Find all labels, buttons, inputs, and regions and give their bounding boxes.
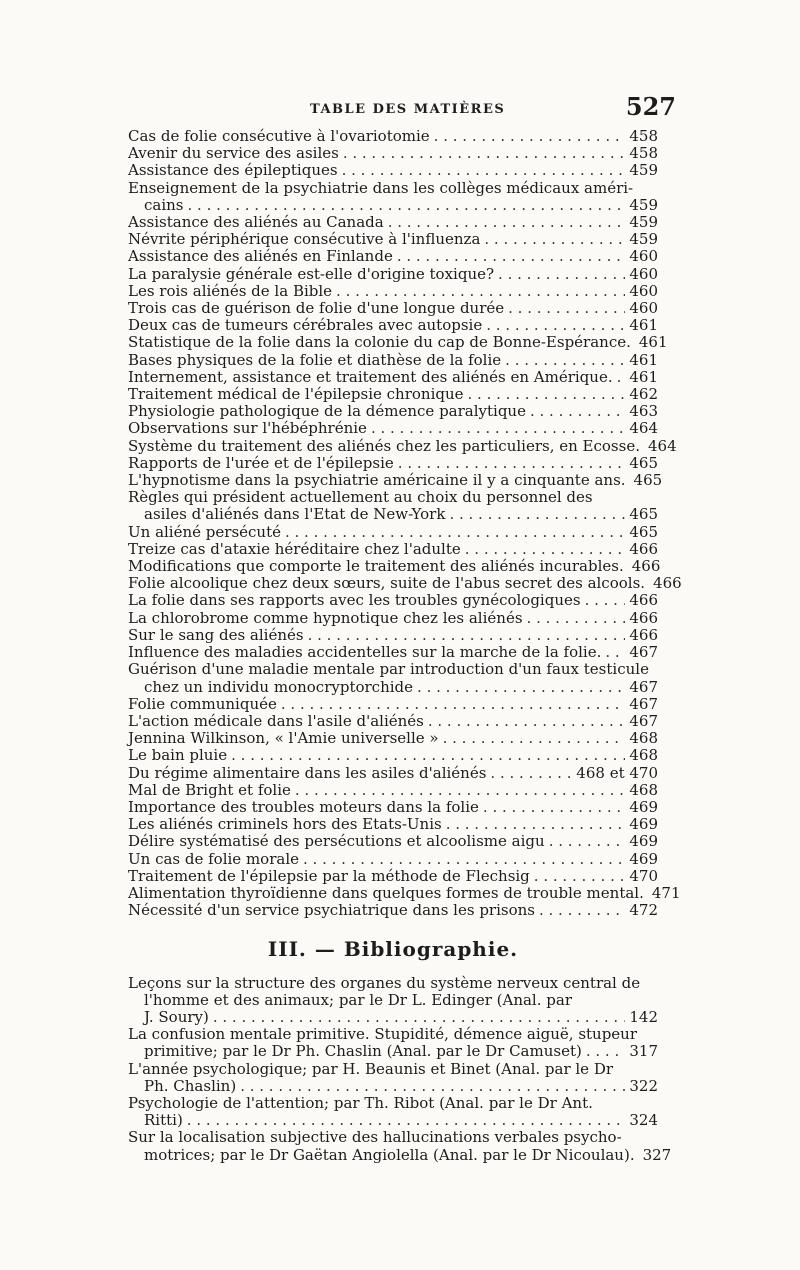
toc-entry: [128, 352, 658, 369]
entry-line: [128, 248, 658, 265]
entry-title: Délire systématisé des persécutions et alcoolisme aigu: [128, 832, 545, 851]
entry-title: Physiologie pathologique de la démence paralytique: [128, 402, 526, 421]
entry-title: Deux cas de tumeurs cérébrales avec autopsie: [128, 316, 483, 335]
entry-title: Sur la localisation subjective des hallucinations verbales psycho-: [128, 1128, 622, 1147]
entry-line: [128, 1095, 658, 1112]
leader-dots: [486, 317, 625, 334]
section-heading: III. — Bibliographie.: [267, 937, 519, 962]
toc-entry: [128, 214, 658, 231]
entry-title: Statistique de la folie dans la colonie du cap de Bonne-Espérance.: [128, 333, 631, 352]
toc-entry: [128, 455, 658, 472]
leader-dots: [465, 541, 626, 558]
entry-line: [128, 145, 658, 162]
toc-entry: [128, 1128, 672, 1164]
toc-entry: [128, 644, 658, 661]
entry-title: La folie dans ses rapports avec les troubles gynécologiques: [128, 591, 581, 610]
entry-line: [128, 765, 658, 782]
entry-page: 464: [647, 436, 677, 455]
toc-entry: [128, 436, 677, 455]
leader-dots: [343, 145, 626, 162]
entry-page: 469: [629, 815, 658, 834]
entry-page: 468: [629, 780, 658, 799]
entry-line: [128, 1043, 658, 1060]
entry-line: [128, 300, 658, 317]
entry-title: Névrite périphérique consécutive à l'influenza: [128, 230, 481, 249]
entry-page: 469: [629, 832, 658, 851]
entry-page: 459: [629, 161, 658, 180]
toc-entry: [128, 403, 658, 420]
entry-page: 458: [629, 144, 658, 163]
toc-entry: [128, 851, 658, 868]
entry-page: 471: [651, 883, 681, 902]
leader-dots: [534, 868, 626, 885]
entry-title: Traitement de l'épilepsie par la méthode de Flechsig: [128, 866, 530, 885]
entry-line: [128, 524, 658, 541]
entry-line: [128, 489, 658, 506]
entry-title: Les aliénés criminels hors des Etats-Unis: [128, 815, 442, 834]
entry-title: Leçons sur la structure des organes du système nerveux central de: [128, 973, 641, 992]
toc-entry: [128, 471, 663, 490]
entry-line: [128, 283, 658, 300]
entry-title: primitive; par le Dr Ph. Chaslin (Anal. par le Dr Camuset): [144, 1042, 582, 1061]
toc-entry: [128, 696, 658, 713]
entry-line: [128, 713, 658, 730]
entry-line: [128, 782, 658, 799]
leader-dots: [468, 386, 626, 403]
entry-title: Modifications que comporte le traitement des aliénés incurables.: [128, 557, 624, 576]
leader-dots: [617, 369, 626, 386]
entry-line: [128, 386, 658, 403]
leader-dots: [397, 248, 626, 265]
entry-line: [128, 214, 658, 231]
entry-title: Avenir du service des asiles: [128, 144, 339, 163]
entry-line: [128, 420, 658, 437]
entry-title: Les rois aliénés de la Bible: [128, 281, 333, 300]
entry-page: 460: [629, 247, 658, 266]
entry-title: J. Soury): [144, 1007, 209, 1026]
entry-page: 466: [631, 557, 661, 576]
leader-dots: [483, 799, 625, 816]
entry-page: 465: [633, 471, 663, 490]
leader-dots: [188, 197, 626, 214]
entry-page: 460: [629, 281, 658, 300]
toc-entry: [128, 317, 658, 334]
toc-entry: [128, 369, 658, 386]
entry-line: [128, 696, 658, 713]
table-of-contents: [128, 127, 682, 1164]
entry-page: 322: [629, 1076, 658, 1095]
entry-title: Folie communiquée: [128, 694, 277, 713]
toc-entry: [128, 1095, 658, 1129]
entry-line: [128, 644, 658, 661]
entry-line: [128, 557, 661, 576]
leader-dots: [336, 283, 625, 300]
entry-title: motrices; par le Dr Gaëtan Angiolella (Anal. par le Dr Nicoulau).: [144, 1145, 635, 1164]
entry-page: 324: [629, 1111, 658, 1130]
entry-title: Règles qui président actuellement au choix du personnel des: [128, 488, 593, 507]
leader-dots: [484, 231, 625, 248]
leader-dots: [530, 403, 625, 420]
toc-entry: [128, 868, 658, 885]
toc-entry: [128, 799, 658, 816]
leader-dots: [490, 765, 572, 782]
toc-entry: [128, 524, 658, 541]
entry-title: Observations sur l'hébéphrénie: [128, 419, 367, 438]
entry-line: [128, 197, 658, 214]
entry-title: Sur le sang des aliénés: [128, 625, 304, 644]
entry-title: Ph. Chaslin): [144, 1076, 237, 1095]
entry-line: [128, 661, 658, 678]
toc-entry: [128, 420, 658, 437]
entry-title: Système du traitement des aliénés chez les particuliers, en Ecosse.: [128, 436, 640, 455]
page-header: [128, 92, 676, 122]
entry-page: 467: [629, 694, 658, 713]
toc-entry: [128, 627, 658, 644]
toc-entry: [128, 300, 658, 317]
entry-line: [128, 730, 658, 747]
toc-entry: [128, 975, 658, 1027]
entry-title: Mal de Bright et folie: [128, 780, 291, 799]
leader-dots: [213, 1009, 626, 1026]
entry-title: Folie alcoolique chez deux sœurs, suite de l'abus secret des alcools.: [128, 574, 646, 593]
toc-entry: [128, 661, 658, 695]
entry-title: Importance des troubles moteurs dans la folie: [128, 797, 479, 816]
entry-page: 467: [629, 711, 658, 730]
entry-title: L'action médicale dans l'asile d'aliénés: [128, 711, 424, 730]
entry-page: 317: [629, 1042, 658, 1061]
toc-entry: [128, 248, 658, 265]
toc-entry: [128, 902, 658, 919]
toc-entry: [128, 128, 658, 145]
entry-title: L'hypnotisme dans la psychiatrie américaine il y a cinquante ans.: [128, 471, 626, 490]
leader-dots: [417, 679, 625, 696]
entry-page: 461: [629, 350, 658, 369]
entry-title: Psychologie de l'attention; par Th. Ribot (Anal. par le Dr Ant.: [128, 1093, 593, 1112]
entry-line: [128, 455, 658, 472]
entry-line: [128, 816, 658, 833]
toc-entry: [128, 782, 658, 799]
leader-dots: [187, 1112, 626, 1129]
toc-entry: [128, 386, 658, 403]
entry-page: 142: [629, 1007, 658, 1026]
leader-dots: [505, 352, 625, 369]
entry-page: 458: [629, 127, 658, 145]
leader-dots: [240, 1078, 625, 1095]
toc-entry: [128, 489, 658, 523]
leader-dots: [285, 524, 625, 541]
entry-title: chez un individu monocryptorchide: [144, 677, 414, 696]
entry-line: [128, 975, 658, 992]
entry-page: 469: [629, 849, 658, 868]
toc-entry: [128, 747, 658, 764]
leader-dots: [508, 300, 625, 317]
running-title: TABLE DES MATIÈRES: [310, 102, 506, 117]
entry-line: [128, 833, 658, 850]
entry-line: [128, 627, 658, 644]
page-number: 527: [625, 92, 676, 121]
leader-dots: [539, 902, 625, 919]
entry-title: Du régime alimentaire dans les asiles d'aliénés: [128, 763, 487, 782]
entry-line: [128, 506, 658, 523]
entry-page: 466: [629, 539, 658, 558]
entry-title: Un cas de folie morale: [128, 849, 299, 868]
entry-page: 464: [629, 419, 658, 438]
entry-page: 459: [629, 213, 658, 232]
entry-page: 468: [629, 746, 658, 765]
entry-line: [128, 592, 658, 609]
leader-dots: [281, 696, 625, 713]
leader-dots: [443, 730, 626, 747]
entry-title: asiles d'aliénés dans l'Etat de New-York: [144, 505, 446, 524]
entry-line: [128, 436, 677, 455]
toc-entry: [128, 557, 661, 576]
entry-page: 465: [629, 505, 658, 524]
entry-page: 465: [629, 522, 658, 541]
entry-page: 469: [629, 797, 658, 816]
entry-title: Cas de folie consécutive à l'ovariotomie: [128, 127, 430, 145]
leader-dots: [605, 644, 625, 661]
leader-dots: [527, 610, 626, 627]
entry-line: [128, 679, 658, 696]
leader-dots: [498, 266, 625, 283]
entry-line: [128, 369, 658, 386]
bibliography-entries: [128, 973, 672, 1164]
entry-page: 327: [642, 1145, 672, 1164]
entry-title: Trois cas de guérison de folie d'une longue durée: [128, 299, 505, 318]
entry-line: [128, 403, 658, 420]
entry-line: [128, 541, 658, 558]
entry-title: Le bain pluie: [128, 746, 228, 765]
leader-dots: [308, 627, 626, 644]
leader-dots: [585, 592, 626, 609]
entry-page: 472: [629, 901, 658, 920]
toc-entry: [128, 333, 668, 352]
leader-dots: [371, 420, 625, 437]
entry-title: Nécessité d'un service psychiatrique dans les prisons: [128, 901, 535, 920]
entry-page: 461: [629, 367, 658, 386]
entry-line: [128, 162, 658, 179]
toc-entry: [128, 730, 658, 747]
entry-title: Alimentation thyroïdienne dans quelques formes de trouble mental.: [128, 883, 644, 902]
toc-entry: [128, 145, 658, 162]
entry-line: [128, 1009, 658, 1026]
entry-title: Influence des maladies accidentelles sur la marche de la folie.: [128, 643, 602, 662]
toc-entry: [128, 816, 658, 833]
entry-title: Assistance des aliénés en Finlande: [128, 247, 393, 266]
toc-entry: [128, 610, 658, 627]
entry-title: L'année psychologique; par H. Beaunis et Binet (Anal. par le Dr: [128, 1059, 614, 1078]
entry-title: Traitement médical de l'épilepsie chronique: [128, 385, 464, 404]
entry-title: La chlorobrome comme hypnotique chez les aliénés: [128, 608, 523, 627]
toc-entry: [128, 574, 682, 593]
entry-page: 461: [629, 316, 658, 335]
leader-dots: [388, 214, 626, 231]
toc-entry: [128, 1026, 658, 1060]
entry-line: [128, 883, 681, 902]
entry-page: 468: [629, 729, 658, 748]
toc-entry: [128, 883, 681, 902]
entry-title: Enseignement de la psychiatrie dans les collèges médicaux améri-: [128, 178, 634, 197]
entry-page: 465: [629, 453, 658, 472]
entry-page: 468 et 470: [576, 763, 658, 782]
entry-page: 462: [629, 385, 658, 404]
entry-line: [128, 1129, 658, 1146]
entry-page: 463: [629, 402, 658, 421]
entry-line: [128, 574, 682, 593]
entry-page: 466: [629, 591, 658, 610]
entry-title: Un aliéné persécuté: [128, 522, 281, 541]
toc-entry: [128, 231, 658, 248]
entry-line: [128, 992, 658, 1009]
entry-line: [128, 1112, 658, 1129]
toc-entry: [128, 266, 658, 283]
entry-title: Bases physiques de la folie et diathèse de la folie: [128, 350, 502, 369]
entry-title: Ritti): [144, 1111, 183, 1130]
entry-line: [128, 231, 658, 248]
entry-page: 467: [629, 677, 658, 696]
entry-line: [128, 1061, 658, 1078]
toc-entry: [128, 713, 658, 730]
toc-entry: [128, 765, 658, 782]
leader-dots: [449, 506, 625, 523]
entry-title: Jennina Wilkinson, « l'Amie universelle »: [128, 729, 439, 748]
entry-line: [128, 317, 658, 334]
leader-dots: [295, 782, 625, 799]
leader-dots: [428, 713, 626, 730]
entry-title: Assistance des épileptiques: [128, 161, 338, 180]
leader-dots: [446, 816, 626, 833]
entry-line: [128, 747, 658, 764]
entry-line: [128, 902, 658, 919]
leader-dots: [549, 833, 626, 850]
entry-title: cains: [144, 195, 184, 214]
entry-line: [128, 128, 658, 145]
toc-entry: [128, 833, 658, 850]
toc-entry: [128, 541, 658, 558]
entry-line: [128, 180, 658, 197]
entry-page: 460: [629, 299, 658, 318]
entry-title: Internement, assistance et traitement des aliénés en Amérique.: [128, 367, 613, 386]
leader-dots: [303, 851, 625, 868]
leader-dots: [342, 162, 626, 179]
entry-line: [128, 851, 658, 868]
leader-dots: [586, 1043, 626, 1060]
leader-dots: [398, 455, 626, 472]
entry-line: [128, 799, 658, 816]
entry-title: Treize cas d'ataxie héréditaire chez l'adulte: [128, 539, 461, 558]
entry-title: La paralysie générale est-elle d'origine toxique?: [128, 264, 495, 283]
toc-entry: [128, 1061, 658, 1095]
entry-page: 466: [653, 574, 682, 593]
entry-title: l'homme et des animaux; par le Dr L. Edinger (Anal. par: [144, 990, 572, 1009]
toc-entry: [128, 592, 658, 609]
leader-dots: [434, 128, 626, 145]
entry-line: [128, 610, 658, 627]
entry-line: [128, 868, 658, 885]
entry-line: [128, 471, 663, 490]
entry-page: 466: [629, 608, 658, 627]
entry-page: 466: [629, 625, 658, 644]
entry-page: 459: [629, 230, 658, 249]
toc-entry: [128, 283, 658, 300]
entry-page: 467: [629, 643, 658, 662]
entry-title: La confusion mentale primitive. Stupidité, démence aiguë, stupeur: [128, 1025, 638, 1044]
entry-title: Guérison d'une maladie mentale par introduction d'un faux testicule: [128, 660, 649, 679]
entry-page: 470: [629, 866, 658, 885]
entry-line: [128, 333, 668, 352]
entry-title: Assistance des aliénés au Canada: [128, 213, 384, 232]
entry-line: [128, 1026, 658, 1043]
entry-page: 460: [629, 264, 658, 283]
toc-entry: [128, 180, 658, 214]
toc-entries: [128, 127, 682, 920]
entry-line: [128, 352, 658, 369]
entry-title: Rapports de l'urée et de l'épilepsie: [128, 453, 394, 472]
toc-entry: [128, 162, 658, 179]
entry-line: [128, 1078, 658, 1095]
leader-dots: [231, 747, 625, 764]
entry-line: [128, 1145, 672, 1164]
entry-page: 459: [629, 195, 658, 214]
entry-page: 461: [638, 333, 668, 352]
entry-line: [128, 266, 658, 283]
